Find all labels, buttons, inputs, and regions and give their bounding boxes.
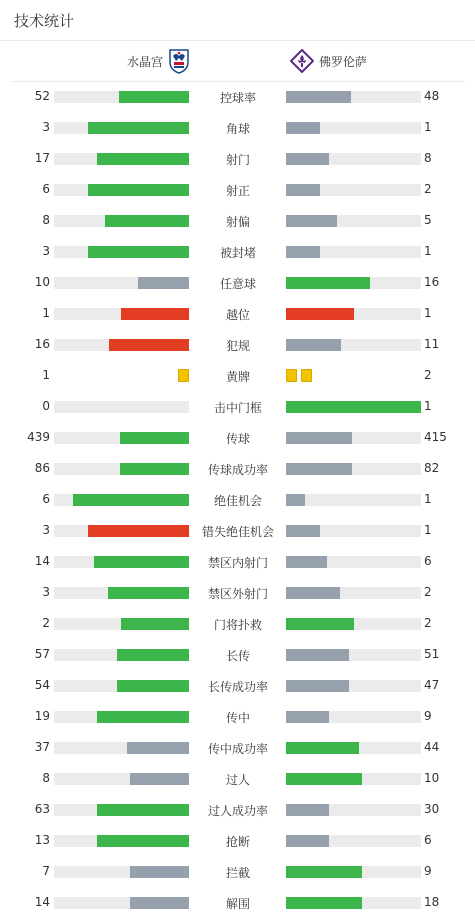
away-stat-value: 1 <box>424 120 432 134</box>
away-stat-bar-track <box>286 122 421 134</box>
home-stat-bar-track <box>54 246 189 258</box>
stat-label: 传中 <box>225 711 250 725</box>
away-stat-value: 2 <box>424 585 432 599</box>
home-stat-value: 3 <box>42 523 50 537</box>
stat-label: 禁区外射门 <box>207 587 268 601</box>
stat-row[interactable] <box>0 453 475 484</box>
home-stat-bar <box>73 494 189 506</box>
away-stat-value: 2 <box>424 368 432 382</box>
home-stat-bar <box>121 308 189 320</box>
home-stat-value: 2 <box>42 616 50 630</box>
stat-label: 射正 <box>225 184 250 198</box>
away-stat-bar-track <box>286 339 421 351</box>
away-stat-bar <box>286 463 352 475</box>
home-stat-bar <box>138 277 189 289</box>
home-stat-bar-track <box>54 773 189 785</box>
away-stat-bar-track <box>286 91 421 103</box>
away-stat-value: 44 <box>424 740 440 754</box>
home-stat-value: 13 <box>34 833 50 847</box>
home-stat-value: 7 <box>42 864 50 878</box>
away-stat-bar-track <box>286 401 421 413</box>
away-stat-bar <box>286 277 370 289</box>
yellow-card-icon <box>301 369 312 382</box>
stat-row[interactable] <box>0 763 475 794</box>
away-stat-bar-track <box>286 680 421 692</box>
home-stat-bar <box>130 866 189 878</box>
home-stat-bar-track <box>54 649 189 661</box>
away-stat-bar <box>286 649 349 661</box>
home-stat-bar <box>108 587 189 599</box>
away-stat-value: 2 <box>424 182 432 196</box>
stat-row[interactable] <box>0 422 475 453</box>
stat-label: 击中门框 <box>213 401 262 415</box>
away-stat-bar <box>286 618 354 630</box>
away-stat-bar <box>286 773 362 785</box>
stat-label: 越位 <box>225 308 250 322</box>
home-stat-bar-track <box>54 525 189 537</box>
home-stat-value: 8 <box>42 771 50 785</box>
away-stat-bar <box>286 835 329 847</box>
away-stat-bar-track <box>286 556 421 568</box>
stat-row[interactable] <box>0 267 475 298</box>
stat-row[interactable] <box>0 670 475 701</box>
away-stat-bar-track <box>286 153 421 165</box>
home-stat-value: 86 <box>34 461 50 475</box>
yellow-card-icon <box>286 369 297 382</box>
away-stat-value: 47 <box>424 678 440 692</box>
away-stat-bar-track <box>286 618 421 630</box>
away-stat-bar <box>286 91 351 103</box>
stat-label: 绝佳机会 <box>213 494 262 508</box>
away-stat-bar <box>286 246 320 258</box>
away-stat-bar <box>286 525 320 537</box>
stat-row[interactable] <box>0 174 475 205</box>
away-stat-bar-track <box>286 277 421 289</box>
home-stat-bar <box>120 463 189 475</box>
away-stat-bar <box>286 711 329 723</box>
away-stat-bar-track <box>286 773 421 785</box>
stat-label: 黄牌 <box>225 370 250 384</box>
home-stat-bar-track <box>54 618 189 630</box>
away-stat-bar-track <box>286 649 421 661</box>
home-stat-value: 6 <box>42 182 50 196</box>
stat-label: 传中成功率 <box>207 742 268 756</box>
stat-row[interactable] <box>0 81 475 112</box>
stat-label: 拦截 <box>225 866 250 880</box>
home-stat-bar <box>117 649 189 661</box>
away-stat-bar-track <box>286 184 421 196</box>
stat-row[interactable] <box>0 298 475 329</box>
stat-row[interactable] <box>0 856 475 887</box>
home-stat-bar <box>120 432 189 444</box>
away-stat-bar <box>286 339 341 351</box>
home-stat-value: 1 <box>42 306 50 320</box>
page-title: 技术统计 <box>14 12 75 30</box>
stat-label: 传球 <box>225 432 250 446</box>
stat-row[interactable] <box>0 546 475 577</box>
home-stat-bar-track <box>54 680 189 692</box>
home-stat-value: 54 <box>34 678 50 692</box>
away-stat-bar-track <box>286 215 421 227</box>
stat-row[interactable] <box>0 639 475 670</box>
home-stat-value: 0 <box>42 399 50 413</box>
away-stat-bar <box>286 308 354 320</box>
home-stat-bar-track <box>54 432 189 444</box>
away-stat-value: 9 <box>424 709 432 723</box>
stat-label: 射偏 <box>225 215 250 229</box>
home-stat-bar-track <box>54 494 189 506</box>
stat-label: 过人 <box>225 773 250 787</box>
stat-label: 任意球 <box>219 277 256 291</box>
away-stat-value: 2 <box>424 616 432 630</box>
home-stat-value: 439 <box>27 430 50 444</box>
away-stat-value: 82 <box>424 461 440 475</box>
home-stat-bar <box>88 525 189 537</box>
away-stat-value: 48 <box>424 89 440 103</box>
away-stat-bar <box>286 587 340 599</box>
home-stat-bar-track <box>54 277 189 289</box>
away-stat-bar <box>286 680 349 692</box>
stat-label: 控球率 <box>219 91 256 105</box>
yellow-card-icon <box>178 369 189 382</box>
away-stat-value: 30 <box>424 802 440 816</box>
away-stat-value: 5 <box>424 213 432 227</box>
home-stat-bar <box>97 804 189 816</box>
stat-row[interactable] <box>0 112 475 143</box>
home-stat-value: 17 <box>34 151 50 165</box>
home-stat-bar-track <box>54 339 189 351</box>
home-stat-bar-track <box>54 835 189 847</box>
away-stat-bar <box>286 184 320 196</box>
away-stat-bar-track <box>286 308 421 320</box>
away-stat-bar-track <box>286 587 421 599</box>
home-yellow-cards <box>174 369 189 382</box>
home-stat-bar-track <box>54 711 189 723</box>
away-stat-value: 1 <box>424 492 432 506</box>
fiorentina-crest-icon[interactable] <box>290 49 314 73</box>
stat-row[interactable] <box>0 143 475 174</box>
away-stat-value: 1 <box>424 523 432 537</box>
home-stat-bar <box>130 773 189 785</box>
home-stat-bar <box>130 897 189 909</box>
away-stat-bar <box>286 866 362 878</box>
home-stat-value: 63 <box>34 802 50 816</box>
home-stat-bar <box>109 339 189 351</box>
away-stat-bar <box>286 153 329 165</box>
home-stat-bar <box>119 91 189 103</box>
home-stat-bar <box>88 184 189 196</box>
stat-label: 犯规 <box>225 339 250 353</box>
away-stat-bar <box>286 432 352 444</box>
home-stat-bar <box>127 742 189 754</box>
stat-row[interactable] <box>0 577 475 608</box>
stat-label: 禁区内射门 <box>207 556 268 570</box>
home-stat-bar-track <box>54 742 189 754</box>
away-stat-value: 8 <box>424 151 432 165</box>
stat-row[interactable] <box>0 205 475 236</box>
home-stat-value: 16 <box>34 337 50 351</box>
away-stat-bar-track <box>286 835 421 847</box>
home-stat-value: 14 <box>34 895 50 909</box>
stat-row[interactable] <box>0 360 475 391</box>
away-stat-value: 18 <box>424 895 440 909</box>
away-stat-bar-track <box>286 525 421 537</box>
stat-row[interactable] <box>0 825 475 856</box>
home-stat-value: 1 <box>42 368 50 382</box>
home-stat-value: 3 <box>42 120 50 134</box>
away-stat-bar <box>286 494 305 506</box>
home-stat-bar-track <box>54 897 189 909</box>
home-stat-bar-track <box>54 587 189 599</box>
home-stat-bar-track <box>54 122 189 134</box>
home-stat-value: 6 <box>42 492 50 506</box>
header-bar <box>0 0 475 41</box>
stat-label: 错失绝佳机会 <box>201 525 274 539</box>
away-stat-bar-track <box>286 742 421 754</box>
away-stat-bar-track <box>286 246 421 258</box>
stat-label: 被封堵 <box>219 246 256 260</box>
home-stat-value: 10 <box>34 275 50 289</box>
stat-row[interactable] <box>0 329 475 360</box>
away-stat-value: 51 <box>424 647 440 661</box>
home-stat-bar-track <box>54 866 189 878</box>
teams-header <box>10 41 465 82</box>
stat-row[interactable] <box>0 794 475 825</box>
stat-label: 解围 <box>225 897 250 911</box>
away-stat-bar <box>286 215 337 227</box>
home-stat-value: 8 <box>42 213 50 227</box>
stat-label: 抢断 <box>225 835 250 849</box>
away-stat-value: 6 <box>424 833 432 847</box>
away-stat-bar <box>286 897 362 909</box>
home-stat-value: 3 <box>42 244 50 258</box>
away-stat-value: 6 <box>424 554 432 568</box>
home-stat-bar <box>97 711 189 723</box>
stat-row[interactable] <box>0 484 475 515</box>
away-stat-bar <box>286 804 329 816</box>
home-team-name[interactable]: 水晶宫 <box>126 55 163 69</box>
home-stat-value: 52 <box>34 89 50 103</box>
stat-row[interactable] <box>0 515 475 546</box>
away-stat-bar-track <box>286 463 421 475</box>
away-stat-value: 10 <box>424 771 440 785</box>
home-stat-bar-track <box>54 215 189 227</box>
stat-label: 角球 <box>225 122 250 136</box>
stat-row[interactable] <box>0 391 475 422</box>
home-stat-bar <box>97 835 189 847</box>
stat-label: 长传 <box>225 649 250 663</box>
home-stat-bar <box>105 215 189 227</box>
stat-row[interactable] <box>0 887 475 918</box>
stat-label: 长传成功率 <box>207 680 268 694</box>
home-stat-bar <box>121 618 189 630</box>
stat-label: 门将扑救 <box>213 618 262 632</box>
away-yellow-cards <box>286 369 316 382</box>
home-stat-value: 3 <box>42 585 50 599</box>
home-stat-bar-track <box>54 153 189 165</box>
away-stat-value: 1 <box>424 399 432 413</box>
stat-row[interactable] <box>0 732 475 763</box>
home-stat-bar <box>88 122 189 134</box>
away-stat-bar <box>286 742 359 754</box>
away-stat-bar <box>286 122 320 134</box>
home-stat-value: 57 <box>34 647 50 661</box>
stat-row[interactable] <box>0 608 475 639</box>
home-stat-bar <box>117 680 189 692</box>
home-stat-value: 37 <box>34 740 50 754</box>
home-stat-bar <box>94 556 189 568</box>
away-stat-value: 1 <box>424 306 432 320</box>
stat-label: 射门 <box>225 153 250 167</box>
away-stat-bar-track <box>286 711 421 723</box>
away-stat-bar-track <box>286 432 421 444</box>
away-team-name[interactable]: 佛罗伦萨 <box>319 55 368 69</box>
away-stat-value: 415 <box>424 430 447 444</box>
home-stat-bar <box>88 246 189 258</box>
home-stat-bar-track <box>54 556 189 568</box>
crystal-palace-crest-icon[interactable] <box>168 48 190 74</box>
home-stat-bar-track <box>54 91 189 103</box>
away-stat-bar <box>286 401 421 413</box>
home-stat-bar-track <box>54 804 189 816</box>
away-stat-value: 16 <box>424 275 440 289</box>
away-stat-value: 9 <box>424 864 432 878</box>
away-stat-bar <box>286 556 327 568</box>
away-stat-bar-track <box>286 897 421 909</box>
home-stat-value: 19 <box>34 709 50 723</box>
away-stat-value: 11 <box>424 337 440 351</box>
stat-label: 传球成功率 <box>207 463 268 477</box>
home-stat-bar-track <box>54 308 189 320</box>
home-stat-bar-track <box>54 184 189 196</box>
away-stat-value: 1 <box>424 244 432 258</box>
home-stat-bar-track <box>54 401 189 413</box>
away-stat-bar-track <box>286 866 421 878</box>
home-stat-bar-track <box>54 463 189 475</box>
home-stat-value: 14 <box>34 554 50 568</box>
stat-label: 过人成功率 <box>207 804 268 818</box>
home-stat-bar <box>97 153 189 165</box>
away-stat-bar-track <box>286 494 421 506</box>
stat-row[interactable] <box>0 236 475 267</box>
away-stat-bar-track <box>286 804 421 816</box>
stat-row[interactable] <box>0 701 475 732</box>
